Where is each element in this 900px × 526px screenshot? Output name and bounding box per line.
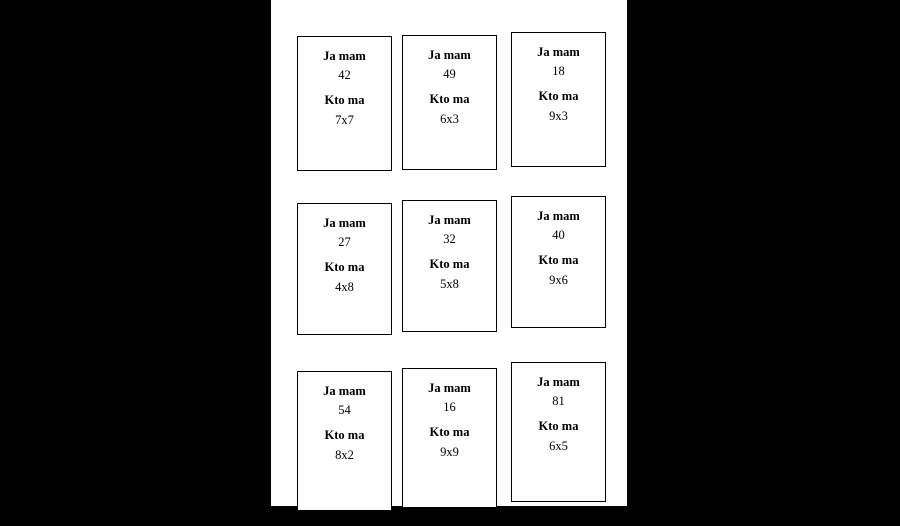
list-item[interactable] xyxy=(511,32,606,167)
answer-label: Ja mam xyxy=(537,45,580,59)
answer-value: 32 xyxy=(443,232,456,246)
answer-value: 18 xyxy=(552,64,565,78)
question-label: Kto ma xyxy=(538,89,579,103)
list-item[interactable] xyxy=(402,368,497,508)
list-item[interactable] xyxy=(511,196,606,328)
answer-value: 16 xyxy=(443,400,456,414)
list-item[interactable] xyxy=(297,203,392,335)
answer-value: 54 xyxy=(338,403,351,417)
question-label: Kto ma xyxy=(538,419,579,433)
list-item[interactable] xyxy=(402,200,497,332)
question-label: Kto ma xyxy=(429,92,470,106)
answer-value: 27 xyxy=(338,235,351,249)
answer-label: Ja mam xyxy=(428,381,471,395)
answer-value: 42 xyxy=(338,68,351,82)
document-page xyxy=(271,0,627,506)
answer-label: Ja mam xyxy=(537,375,580,389)
question-value: 7x7 xyxy=(335,113,354,127)
list-item[interactable] xyxy=(297,36,392,171)
answer-value: 49 xyxy=(443,67,456,81)
answer-label: Ja mam xyxy=(537,209,580,223)
list-item[interactable] xyxy=(402,35,497,170)
list-item[interactable] xyxy=(297,371,392,511)
question-label: Kto ma xyxy=(538,253,579,267)
question-label: Kto ma xyxy=(324,260,365,274)
answer-label: Ja mam xyxy=(428,48,471,62)
card-row xyxy=(297,32,613,186)
question-label: Kto ma xyxy=(429,425,470,439)
answer-value: 40 xyxy=(552,228,565,242)
question-value: 4x8 xyxy=(335,280,354,294)
question-value: 5x8 xyxy=(440,277,459,291)
answer-label: Ja mam xyxy=(428,213,471,227)
card-row xyxy=(297,193,613,350)
question-value: 9x6 xyxy=(549,273,568,287)
list-item[interactable] xyxy=(511,362,606,502)
question-value: 9x3 xyxy=(549,109,568,123)
answer-label: Ja mam xyxy=(323,216,366,230)
question-value: 8x2 xyxy=(335,448,354,462)
question-value: 9x9 xyxy=(440,445,459,459)
answer-value: 81 xyxy=(552,394,565,408)
answer-label: Ja mam xyxy=(323,49,366,63)
question-value: 6x5 xyxy=(549,439,568,453)
card-row xyxy=(297,362,613,526)
answer-label: Ja mam xyxy=(323,384,366,398)
card-grid xyxy=(297,32,613,526)
question-label: Kto ma xyxy=(429,257,470,271)
question-label: Kto ma xyxy=(324,428,365,442)
question-label: Kto ma xyxy=(324,93,365,107)
question-value: 6x3 xyxy=(440,112,459,126)
